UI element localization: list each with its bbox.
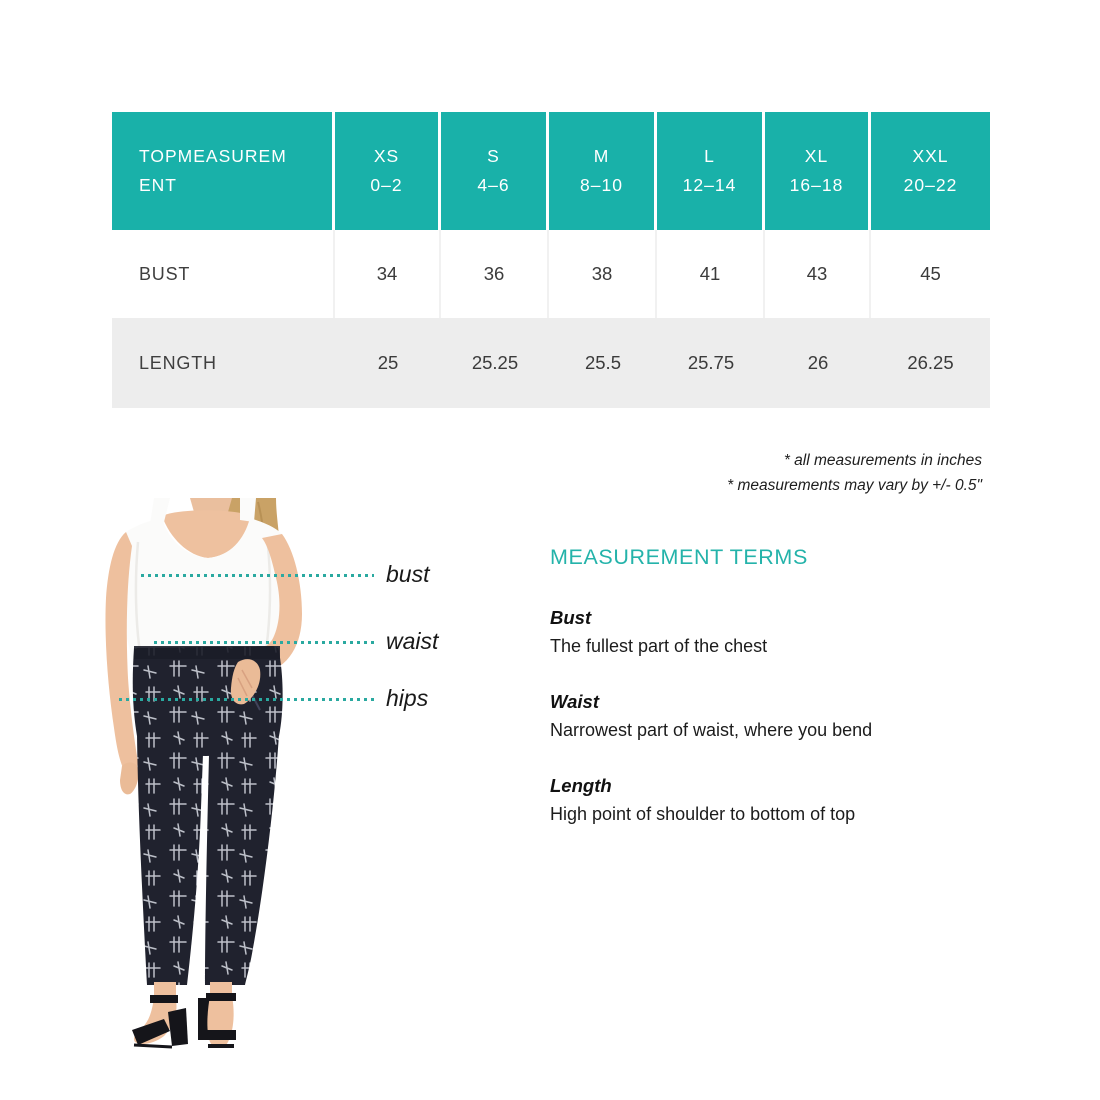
term-length [550, 775, 1000, 825]
size-name: XXL [912, 146, 949, 166]
length-value-xs: 25 [335, 318, 441, 408]
measurement-terms-title: MEASUREMENT TERMS [550, 545, 808, 569]
header-cell-m [549, 112, 657, 230]
header-cell-l [657, 112, 765, 230]
size-table [112, 112, 990, 408]
size-range: 8–10 [580, 175, 623, 195]
bust-value-m: 38 [549, 230, 657, 318]
term-waist [550, 691, 1000, 741]
bust-value-l: 41 [657, 230, 765, 318]
term-definition: High point of shoulder to bottom of top [550, 804, 856, 824]
length-value-xxl: 26.25 [871, 318, 990, 408]
header-cell-measurement [112, 112, 335, 230]
waist-dotted-line [154, 641, 374, 644]
header-cell-s [441, 112, 549, 230]
model-photo [92, 498, 322, 1058]
length-value-s: 25.25 [441, 318, 549, 408]
row-label-bust: BUST [112, 230, 335, 318]
size-name: L [704, 146, 715, 166]
size-range: 0–2 [370, 175, 403, 195]
bust-value-xxl: 45 [871, 230, 990, 318]
term-name: Waist [550, 691, 600, 712]
size-table-header-row [112, 112, 990, 230]
term-name: Length [550, 775, 612, 796]
size-range: 4–6 [477, 175, 510, 195]
term-bust [550, 607, 1000, 657]
hips-dotted-line [119, 698, 374, 701]
length-value-xl: 26 [765, 318, 871, 408]
size-range: 20–22 [903, 175, 958, 195]
size-range: 12–14 [682, 175, 737, 195]
size-name: S [487, 146, 500, 166]
bust-value-xl: 43 [765, 230, 871, 318]
table-row-bust [112, 230, 990, 318]
model-figure-svg [92, 498, 322, 1058]
header-cell-xl [765, 112, 871, 230]
note-variance: * measurements may vary by +/- 0.5" [727, 476, 982, 494]
row-label-length: LENGTH [112, 318, 335, 408]
waist-label: waist [386, 628, 439, 654]
bust-label: bust [386, 561, 430, 587]
size-name: XL [804, 146, 829, 166]
measurement-terms-section [550, 545, 1000, 859]
bust-value-xs: 34 [335, 230, 441, 318]
term-name: Bust [550, 607, 592, 628]
header-cell-xs [335, 112, 441, 230]
term-definition: Narrowest part of waist, where you bend [550, 720, 873, 740]
hips-label: hips [386, 685, 429, 711]
table-row-length [112, 318, 990, 408]
bust-value-s: 36 [441, 230, 549, 318]
header-cell-xxl [871, 112, 990, 230]
size-range: 16–18 [789, 175, 844, 195]
size-name: XS [373, 146, 400, 166]
header-label: TOPMEASUREMENT [139, 146, 287, 195]
term-definition: The fullest part of the chest [550, 636, 768, 656]
measurement-notes [550, 449, 982, 498]
note-inches: * all measurements in inches [783, 452, 982, 469]
size-name: M [593, 146, 610, 166]
bust-dotted-line [141, 574, 374, 577]
length-value-l: 25.75 [657, 318, 765, 408]
length-value-m: 25.5 [549, 318, 657, 408]
